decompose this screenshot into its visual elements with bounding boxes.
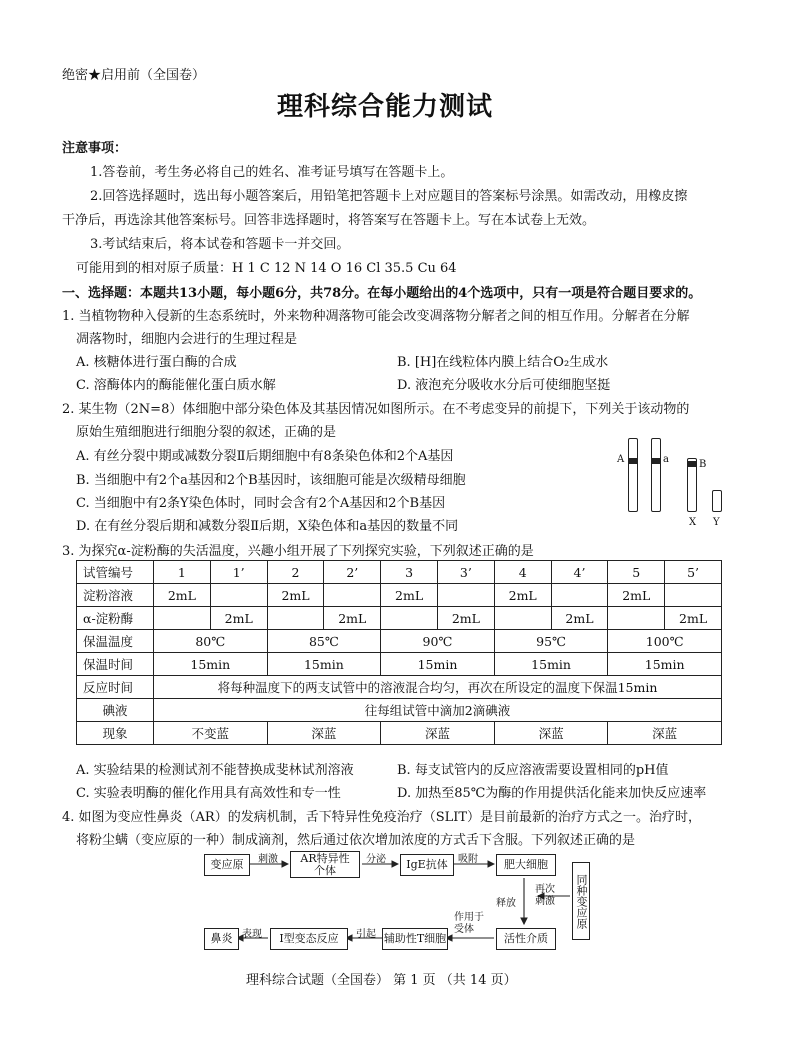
table-cell: 2 bbox=[267, 561, 324, 584]
table-cell: 往每组试管中滴加2滴碘液 bbox=[154, 699, 722, 722]
q4-stem: 4. 如图为变应性鼻炎（AR）的发病机制，舌下特异性免疫治疗（SLIT）是目前最新的治疗方式之一。治疗时， bbox=[62, 810, 702, 825]
q2-option-b: B. 当细胞中有2个a基因和2个B基因时，该细胞可能是次级精母细胞 bbox=[76, 473, 466, 488]
node-ige: IgE抗体 bbox=[400, 854, 454, 876]
table-cell: 2mL bbox=[267, 584, 324, 607]
q3-stem: 3. 为探究α-淀粉酶的失活温度，兴趣小组开展了下列探究实验，下列叙述正确的是 bbox=[62, 544, 534, 559]
node-active-mediator: 活性介质 bbox=[496, 928, 556, 950]
page-title: 理科综合能力测试 bbox=[277, 92, 494, 122]
table-cell: 3’ bbox=[437, 561, 494, 584]
table-cell: 不变蓝 bbox=[154, 722, 268, 745]
table-cell: 2mL bbox=[608, 584, 665, 607]
table-cell: 5’ bbox=[665, 561, 722, 584]
arrow-label-show: 表现 bbox=[242, 929, 262, 940]
table-cell: 15min bbox=[494, 653, 608, 676]
q3-option-a: A. 实验结果的检测试剂不能替换成斐林试剂溶液 bbox=[76, 763, 354, 778]
arrow-label-stimulate: 刺激 bbox=[258, 854, 278, 865]
table-header: 现象 bbox=[77, 722, 154, 745]
node-allergen: 变应原 bbox=[204, 854, 250, 876]
table-header: 试管编号 bbox=[77, 561, 154, 584]
note-item: 2.回答选择题时，选出每小题答案后，用铅笔把答题卡上对应题目的答案标号涂黑。如需改动，用橡皮擦 bbox=[90, 189, 688, 204]
table-cell: 15min bbox=[154, 653, 268, 676]
arrow-label-release: 释放 bbox=[496, 898, 516, 909]
table-header: 碘液 bbox=[77, 699, 154, 722]
table-cell: 2’ bbox=[324, 561, 381, 584]
table-cell: 2mL bbox=[381, 584, 438, 607]
page-footer: 理科综合试题（全国卷） 第 1 页 （共 14 页） bbox=[246, 973, 517, 988]
table-cell: 95℃ bbox=[494, 630, 608, 653]
q1-option-d: D. 液泡充分吸收水分后可使细胞坚挺 bbox=[397, 378, 611, 393]
table-cell: 15min bbox=[381, 653, 495, 676]
table-cell: 15min bbox=[267, 653, 381, 676]
table-cell: 4’ bbox=[551, 561, 608, 584]
q2-option-a: A. 有丝分裂中期或减数分裂Ⅱ后期细胞中有8条染色体和2个A基因 bbox=[76, 449, 454, 464]
table-cell: 深蓝 bbox=[494, 722, 608, 745]
table-cell: 2mL bbox=[210, 607, 267, 630]
arrow-label-cause: 引起 bbox=[356, 929, 376, 940]
table-cell: 2mL bbox=[665, 607, 722, 630]
table-cell: 1’ bbox=[210, 561, 267, 584]
table-cell: 深蓝 bbox=[608, 722, 722, 745]
q2-option-d: D. 在有丝分裂后期和减数分裂Ⅱ后期，X染色体和a基因的数量不同 bbox=[76, 519, 459, 534]
table-cell: 2mL bbox=[437, 607, 494, 630]
table-header: 反应时间 bbox=[77, 676, 154, 699]
atomic-mass-line: 可能用到的相对原子质量：H 1 C 12 N 14 O 16 Cl 35.5 Cu 64 bbox=[76, 261, 457, 276]
table-cell: 将每种温度下的两支试管中的溶液混合均匀，再次在所设定的温度下保温15min bbox=[154, 676, 722, 699]
node-ar-individual: AR特异性个体 bbox=[290, 851, 360, 878]
table-header: 淀粉溶液 bbox=[77, 584, 154, 607]
q3-option-c: C. 实验表明酶的催化作用具有高效性和专一性 bbox=[76, 786, 341, 801]
table-cell: 2mL bbox=[154, 584, 211, 607]
table-cell: 4 bbox=[494, 561, 551, 584]
table-cell: 15min bbox=[608, 653, 722, 676]
table-cell: 90℃ bbox=[381, 630, 495, 653]
table-cell: 85℃ bbox=[267, 630, 381, 653]
confidential-mark: 绝密★启用前（全国卷） bbox=[62, 68, 206, 83]
gene-label-a: a bbox=[663, 454, 669, 465]
arrow-label-adsorb: 吸附 bbox=[458, 854, 478, 865]
arrow-label-again: 再次刺激 bbox=[535, 884, 555, 907]
table-header: α-淀粉酶 bbox=[77, 607, 154, 630]
q1-option-b: B. [H]在线粒体内膜上结合O₂生成水 bbox=[397, 355, 609, 370]
table-cell: 5 bbox=[608, 561, 665, 584]
table-cell: 2mL bbox=[324, 607, 381, 630]
node-mast-cell: 肥大细胞 bbox=[496, 854, 556, 876]
q1-option-c: C. 溶酶体内的酶能催化蛋白质水解 bbox=[76, 378, 276, 393]
table-cell: 80℃ bbox=[154, 630, 268, 653]
table-cell: 深蓝 bbox=[267, 722, 381, 745]
q2-option-c: C. 当细胞中有2条Y染色体时，同时会含有2个A基因和2个B基因 bbox=[76, 496, 446, 511]
node-type1-reaction: I型变态反应 bbox=[270, 928, 348, 950]
table-cell: 1 bbox=[154, 561, 211, 584]
q1-stem: 1. 当植物物种入侵新的生态系统时，外来物种凋落物可能会改变凋落物分解者之间的相互作用。分解者在分解 bbox=[62, 309, 690, 324]
note-item: 干净后，再选涂其他答案标号。回答非选择题时，将答案写在答题卡上。写在本试卷上无效。 bbox=[62, 213, 596, 228]
q1-stem-cont: 凋落物时，细胞内会进行的生理过程是 bbox=[76, 332, 298, 347]
gene-label-B: B bbox=[699, 459, 707, 470]
q2-stem: 2. 某生物（2N=8）体细胞中部分染色体及其基因情况如图所示。在不考虑变异的前提下，下列关于该动物的 bbox=[62, 402, 690, 417]
node-same-allergen: 同种变应原 bbox=[572, 862, 590, 940]
table-header: 保温时间 bbox=[77, 653, 154, 676]
q3-option-d: D. 加热至85℃为酶的作用提供活化能来加快反应速率 bbox=[397, 786, 707, 801]
node-rhinitis: 鼻炎 bbox=[204, 928, 239, 950]
table-cell: 3 bbox=[381, 561, 438, 584]
q3-option-b: B. 每支试管内的反应溶液需要设置相同的pH值 bbox=[397, 763, 669, 778]
table-cell: 100℃ bbox=[608, 630, 722, 653]
arrow-label-act-receptor: 作用于受体 bbox=[454, 912, 484, 935]
q2-stem-cont: 原始生殖细胞进行细胞分裂的叙述，正确的是 bbox=[76, 425, 337, 440]
chromosome-label-y: Y bbox=[713, 517, 720, 528]
table-cell: 深蓝 bbox=[381, 722, 495, 745]
gene-label-A: A bbox=[617, 454, 625, 465]
table-cell: 2mL bbox=[551, 607, 608, 630]
chromosome-label-x: X bbox=[689, 517, 697, 528]
table-cell: 2mL bbox=[494, 584, 551, 607]
note-item: 1.答卷前，考生务必将自己的姓名、准考证号填写在答题卡上。 bbox=[90, 165, 454, 180]
q4-stem-cont: 将粉尘螨（变应原的一种）制成滴剂，然后通过依次增加浓度的方式舌下含服。下列叙述正确的是 bbox=[76, 833, 636, 848]
q1-option-a: A. 核糖体进行蛋白酶的合成 bbox=[76, 355, 237, 370]
arrow-label-secrete: 分泌 bbox=[366, 854, 386, 865]
section-heading: 一、选择题：本题共13小题，每小题6分，共78分。在每小题给出的4个选项中，只有一项是符合题目要求的。 bbox=[62, 286, 702, 301]
note-item: 3.考试结束后，将本试卷和答题卡一并交回。 bbox=[90, 237, 350, 252]
notes-heading: 注意事项： bbox=[62, 141, 128, 156]
node-helper-t: 辅助性T细胞 bbox=[382, 928, 448, 950]
table-header: 保温温度 bbox=[77, 630, 154, 653]
